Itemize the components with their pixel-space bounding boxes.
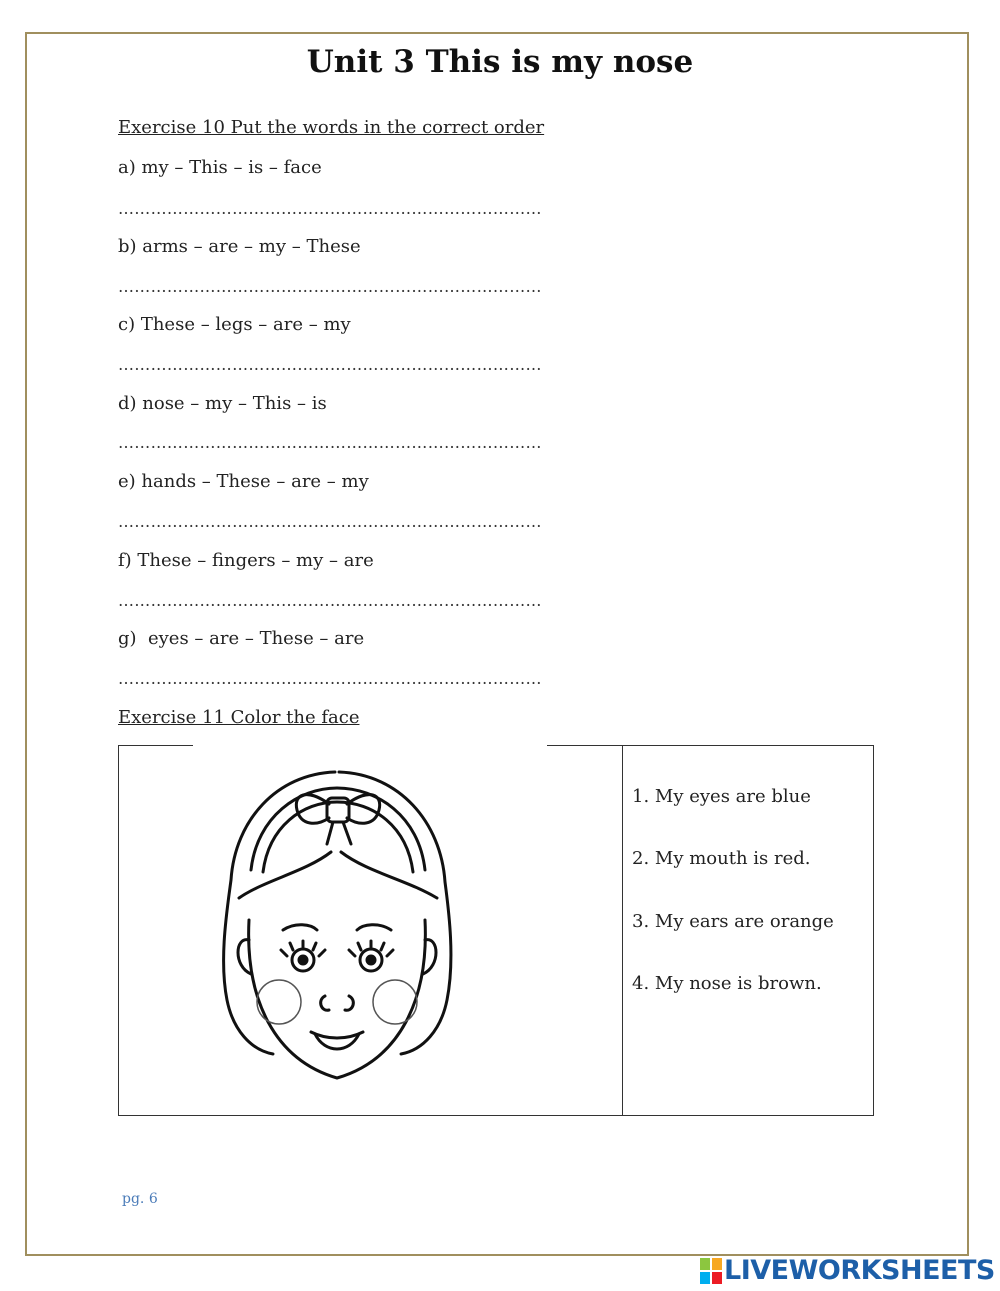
exercise-item-g: g) eyes – are – These – are	[118, 628, 365, 649]
page-number: pg. 6	[122, 1191, 158, 1207]
exercise-item-c: c) These – legs – are – my	[118, 314, 351, 335]
answer-line-c[interactable]: ……………………………………………………………………	[118, 355, 542, 374]
answer-line-f[interactable]: ……………………………………………………………………	[118, 591, 542, 610]
exercise-10-heading: Exercise 10 Put the words in the correct order	[118, 117, 545, 138]
exercise-11-heading: Exercise 11 Color the face	[118, 707, 360, 728]
exercise-item-f: f) These – fingers – my – are	[118, 550, 374, 571]
table-border-gap	[193, 744, 547, 748]
color-instruction-1: 1. My eyes are blue	[632, 786, 811, 807]
exercise-item-e: e) hands – These – are – my	[118, 471, 369, 492]
liveworksheets-badge-icon	[700, 1258, 722, 1284]
exercise-item-a: a) my – This – is – face	[118, 157, 322, 178]
page-title: Unit 3 This is my nose	[306, 44, 694, 80]
color-face-table	[118, 745, 874, 1116]
answer-line-g[interactable]: ……………………………………………………………………	[118, 669, 542, 688]
answer-line-a[interactable]: ……………………………………………………………………	[118, 199, 542, 218]
girl-face-illustration[interactable]	[207, 760, 467, 1110]
color-instruction-3: 3. My ears are orange	[632, 911, 834, 932]
color-instruction-4: 4. My nose is brown.	[632, 973, 822, 994]
answer-line-b[interactable]: ……………………………………………………………………	[118, 277, 542, 296]
liveworksheets-logo[interactable]	[700, 1254, 995, 1288]
answer-line-d[interactable]: ……………………………………………………………………	[118, 433, 542, 452]
exercise-item-b: b) arms – are – my – These	[118, 236, 361, 257]
table-divider	[622, 746, 623, 1115]
exercise-item-d: d) nose – my – This – is	[118, 393, 327, 414]
answer-line-e[interactable]: ……………………………………………………………………	[118, 512, 542, 531]
liveworksheets-wordmark: LIVEWORKSHEETS	[724, 1255, 995, 1286]
color-instruction-2: 2. My mouth is red.	[632, 848, 811, 869]
